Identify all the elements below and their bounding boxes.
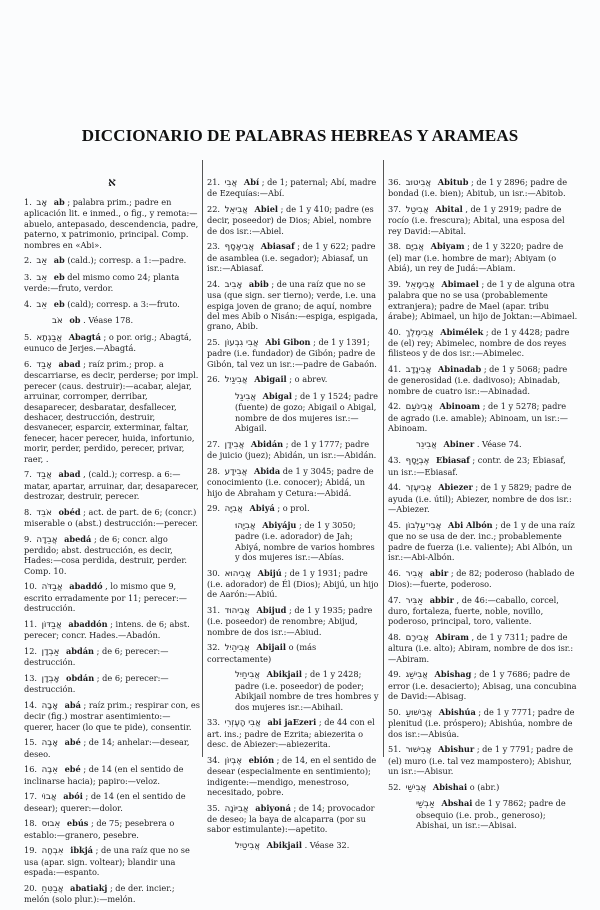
transliteration: ibkjá (70, 845, 93, 856)
transliteration: Abiner (443, 438, 475, 449)
dictionary-entry (388, 744, 578, 776)
entry-number: 50. (388, 706, 402, 717)
hebrew-word: אָבָה (41, 700, 58, 711)
dictionary-entry (24, 359, 200, 464)
entry-number: 7. (24, 469, 32, 480)
hebrew-word: אֲבִיטַל (405, 205, 429, 215)
definition: ; de 1 y 3050; padre (i.e. adorador) de Jah; Abiyá, nombre de varios hombres y dos mujeres isr.:—Abías. (235, 519, 375, 563)
definition: ; de 6; concr. algo perdido; abst. destrucción, es decir, Hades:—cosa perdida, destruir, perder. Comp. 10. (24, 533, 187, 576)
column-divider (202, 160, 203, 757)
hebrew-word: אֲבַדֹּה (41, 582, 63, 593)
hebrew-word: אֲבַטִּחַ (41, 883, 64, 894)
transliteration: Abida (253, 465, 281, 476)
hebrew-word: אֲבִיהַיִל (224, 643, 250, 654)
hebrew-word: אֲבַדּוֹן (41, 619, 62, 630)
entry-number: 37. (388, 204, 402, 214)
entry-number: 45. (388, 519, 402, 530)
transliteration: eb (53, 271, 65, 282)
hebrew-word: אֲבַד (36, 470, 52, 481)
transliteration: abad (58, 469, 81, 480)
entry-number: 6. (24, 359, 32, 369)
transliteration: ab (53, 255, 65, 266)
entry-number: 52. (388, 781, 402, 792)
transliteration: Abiel (254, 204, 279, 214)
transliteration: abaddón (68, 618, 108, 629)
transliteration: Abinoam (439, 401, 481, 412)
entry-number: 9. (24, 533, 32, 544)
page-title: DICCIONARIO DE PALABRAS HEBREAS Y ARAMEAS (81, 126, 519, 145)
definition: ; de 1 y 1777; padre de juicio (juez); Abidán, un isr.:—Abidán. (207, 438, 377, 461)
entry-number: 33. (207, 717, 221, 728)
dictionary-entry (24, 581, 200, 613)
entry-number: 30. (207, 567, 221, 578)
dictionary-entry (388, 204, 578, 236)
entry-number: 32. (207, 642, 221, 653)
dictionary-entry (388, 798, 578, 830)
dictionary-entry (388, 455, 578, 477)
definition: ; de 14; provocador de deseo; la baya de alcaparra (por su sabor estimulante):—apetito. (207, 802, 375, 835)
dictionary-entry (24, 332, 200, 354)
transliteration: ebión (248, 754, 275, 765)
definition: ; de 1 y 4428; padre de (el) rey; Abimelec, nombre de dos reyes filisteos y de dos isr.:—Abimelec. (388, 326, 570, 359)
dictionary-entry (24, 197, 200, 250)
dictionary-entry (388, 401, 578, 433)
entry-number: 5. (24, 332, 32, 342)
definition: . Véase 178. (83, 315, 134, 326)
dictionary-entry (24, 845, 200, 877)
hebrew-word: אֲבִימֶלֶךְ (405, 327, 434, 338)
definition: ; raíz prim.; respirar con, es decir (fig.) mostrar asentimiento:—querer, hacer (lo que te pide), consentir. (24, 699, 200, 732)
entry-number: 51. (388, 744, 402, 755)
definition: ; de 44 con el art. ins.; padre de Ezrita; abiezerita o desc. de Abiezer:—abiezerita. (207, 717, 375, 750)
dictionary-entry (24, 619, 200, 641)
transliteration: Abagtá (68, 332, 101, 342)
hebrew-word: אֵב (36, 272, 48, 283)
dictionary-entry (207, 669, 379, 712)
hebrew-word: אֲבִי (224, 178, 238, 188)
transliteration: Abishai (432, 781, 468, 792)
dictionary-entry (207, 177, 379, 199)
definition: ; de 1 y de una raíz que no se usa de der. inc.; probablemente padre de fuerza (i.e. valiente); Abi Albón, un isr.:—Abi-Albón. (388, 519, 575, 563)
definition: (cald.); corresp. a 1:—padre. (67, 255, 187, 266)
transliteration: ebé (64, 764, 81, 775)
dictionary-entry (24, 764, 200, 786)
transliteration: abad (58, 359, 81, 369)
hebrew-word: אֲבִידָן (224, 439, 245, 450)
hebrew-word: אֲבִיהוּא (224, 568, 251, 579)
entry-number: 19. (24, 845, 38, 856)
entry-number: 42. (388, 401, 402, 412)
dictionary-entry (24, 883, 200, 905)
definition: ; de 6; perecer:—destrucción. (24, 672, 169, 695)
hebrew-word: אֹב (52, 316, 63, 327)
transliteration: abdán (66, 645, 95, 656)
dictionary-entry (388, 279, 578, 322)
dictionary-entry (207, 241, 379, 273)
dictionary-entry (207, 642, 379, 664)
hebrew-word: אֲבַגְתָא (36, 333, 63, 343)
dictionary-entry (388, 669, 578, 701)
hebrew-word: אֲבִיָּה (224, 504, 243, 515)
transliteration: Abiyá (249, 503, 275, 514)
transliteration: Abidán (250, 438, 284, 449)
transliteration: abaddó (69, 581, 103, 592)
dictionary-entry (388, 482, 578, 514)
hebrew-word: אֵבֶה (41, 765, 58, 776)
hebrew-word: אֶבְיָסָף (405, 456, 430, 467)
transliteration: abedá (64, 533, 92, 544)
dictionary-entry (24, 818, 200, 840)
hebrew-word: אֲבִישַׁג (405, 670, 428, 681)
transliteration: eb (53, 298, 65, 309)
hebrew-word: אֲבִיר (405, 568, 424, 579)
dictionary-entry (388, 439, 578, 450)
definition: ; de 14; anhelar:—desear, deseo. (24, 737, 190, 759)
entry-number: 29. (207, 503, 221, 514)
dictionary-entry (24, 255, 200, 266)
definition: ; de 1 y 1931; padre (i.e. adorador) de Él (Dios); Abijú, un hijo de Aarón:—Abiú. (207, 567, 379, 600)
hebrew-word: אֲבוֹי (41, 792, 57, 803)
hebrew-word: אַבְשַׁי (416, 799, 435, 810)
definition: ; de 1 y 5278; padre de agrado (i.e. amable); Abinoam, un isr.:—Abinoam. (388, 401, 568, 434)
transliteration: Abijail (256, 642, 286, 653)
transliteration: Abiasaf (260, 241, 295, 252)
dictionary-entry (207, 503, 379, 514)
hebrew-word: אֲבִישׁוּר (405, 745, 432, 756)
hebrew-word: אָבִיב (224, 279, 243, 290)
definition: ; de 1 y 622; padre de asamblea (i.e. segador); Abiasaf, un isr.:—Abiasaf. (207, 241, 376, 274)
definition: , de 1 y 2919; padre de rocío (i.e. frescura); Abital, una esposa del rey David:—Abital. (388, 204, 565, 236)
definition: ; de der. incier.; melón (solo plur.):—melón. (24, 882, 175, 905)
dictionary-entry (388, 632, 578, 664)
entry-list (388, 177, 578, 831)
transliteration: Abí (243, 177, 260, 187)
transliteration: Abijud (256, 605, 287, 616)
hebrew-word: אֲבִיָּהוּ (235, 520, 256, 531)
transliteration: Abiyam (430, 241, 465, 252)
column-1 (24, 177, 200, 910)
entry-number: 8. (24, 506, 32, 517)
definition: ; o prol. (277, 503, 310, 514)
definition: ; de 1 y de alguna otra palabra que no se usa (probablemente extranjera); padre de Mael (apar. tribu árabe); Abimael, un hijo de Joktan:—Abimael. (388, 278, 578, 322)
hebrew-word: אֵב (36, 299, 48, 310)
column-divider (383, 160, 384, 757)
transliteration: Abiram (435, 632, 469, 643)
dictionary-entry (24, 534, 200, 577)
entry-number: 26. (207, 374, 221, 385)
definition: de 1 y 3045; padre de conocimiento (i.e. conocer); Abidá, un hijo de Abraham y Cetura:—Abidá. (207, 465, 374, 498)
hebrew-word: אֲבִימָאֵל (405, 279, 435, 290)
dictionary-entry (207, 466, 379, 498)
dictionary-entry (24, 700, 200, 732)
entry-number: 49. (388, 669, 402, 680)
entry-number: 11. (24, 618, 38, 629)
column-3 (388, 177, 578, 836)
dictionary-entry (388, 327, 578, 359)
hebrew-word: אֲבִישַׁי (405, 782, 427, 793)
definition: de 1 y 7862; padre de obsequio (i.e. prob., generoso); Abishai, un isr.:—Abisai. (416, 798, 566, 831)
transliteration: Abital (435, 204, 463, 214)
dictionary-entry (388, 241, 578, 273)
definition: , de 1 y 7311; padre de altura (i.e. alto); Abiram, nombre de dos isr.:—Abiram. (388, 632, 574, 664)
entry-number: 44. (388, 482, 402, 493)
entry-number: 24. (207, 278, 221, 289)
entry-number: 25. (207, 337, 221, 348)
dictionary-entry (207, 204, 379, 236)
entry-number: 20. (24, 882, 38, 893)
transliteration: Abijú (257, 567, 282, 578)
transliteration: Abimélek (440, 326, 484, 337)
definition: , (cald.); corresp. a 6:—matar, apartar, arruinar, dar, desaparecer, destrozar, destruir, perecer. (24, 469, 199, 502)
hebrew-word: אַב (36, 256, 48, 267)
transliteration: abói (63, 791, 83, 802)
hebrew-word: אֲבִישׁוּעַ (405, 707, 433, 718)
entry-number: 17. (24, 791, 38, 802)
transliteration: Abikjail (266, 669, 303, 680)
transliteration: Abitub (437, 177, 469, 187)
transliteration: Abishag (434, 669, 472, 680)
entry-number: 16. (24, 764, 38, 775)
definition: ; de 1 y 2896; padre de bondad (i.e. bien); Abitub, un isr.:—Abitob. (388, 177, 568, 199)
definition: ; de 1 y 7771; padre de plenitud (i.e. próspero); Abishúa, nombre de dos isr.:—Abisúa. (388, 706, 575, 739)
transliteration: Abishur (438, 744, 475, 755)
dictionary-entry (388, 364, 578, 396)
hebrew-word: אֶבְיוֹן (224, 755, 242, 766)
transliteration: obdán (66, 672, 95, 683)
transliteration: abbir (429, 594, 454, 605)
hebrew-word: אֲבִיגַיִל (224, 375, 248, 386)
dictionary-entry (388, 177, 578, 199)
dictionary-entry (207, 374, 379, 385)
definition: ; palabra prim.; padre en aplicación lit. e inmed., o fig., y remota:—abuelo, antepasado, descendencia, padre, paterno, x patrimonio, principal. Comp. nombres en «Abi». (24, 197, 199, 250)
dictionary-entry (388, 782, 578, 793)
definition: ; o abrev. (289, 374, 328, 385)
dictionary-entry (207, 717, 379, 749)
transliteration: Abshai (441, 798, 473, 809)
definition: ; de 1 y 7791; padre de (el) muro (i.e. tal vez mampostero); Abishur, un isr.:—Abisur. (388, 744, 573, 777)
entry-number: 10. (24, 581, 38, 592)
entry-number: 38. (388, 241, 402, 252)
transliteration: obéd (58, 506, 81, 517)
entry-number: 43. (388, 455, 402, 466)
transliteration: abé (64, 737, 81, 748)
dictionary-entry (388, 707, 578, 739)
definition: ; de una raíz que no se usa (apar. sign. voltear); blandir una espada:—espanto. (24, 845, 190, 878)
definition: ; de 1 y 1391; padre (i.e. fundador) de Gibón; padre de Gibón, tal vez un isr.:—padre de Gabaón. (207, 337, 377, 369)
hebrew-word: אִבְחָה (41, 846, 64, 857)
definition: ; de una raíz que no se usa (que sign. ser tierno); verde, i.e. una espiga joven de grano; de aquí, nombre del mes Abib o Nisán:—espiga, espigada, grano, Abib. (207, 278, 378, 332)
dictionary-entry (24, 272, 200, 294)
transliteration: abib (248, 278, 269, 289)
definition: , de 46:—caballo, corcel, duro, fortaleza, fuerte, noble, novillo, poderoso, principal, toro, valiente. (388, 594, 559, 627)
definition: ; de 1 y 410; padre (es decir, poseedor) de Dios; Abiel, nombre de dos isr.:—Abiel. (207, 204, 374, 236)
entry-number: 34. (207, 754, 221, 765)
definition: ; de 1 y 7686; padre de error (i.e. desacierto); Abisag, una concubina de David:—Abisag. (388, 669, 577, 702)
entry-number: 23. (207, 241, 221, 252)
definition: ; act. de part. de 6; (concr.) miserable o (abst.) destrucción:—perecer. (24, 506, 198, 529)
definition: ; de 1 y 1935; padre (i.e. poseedor) de renombre; Abijud, nombre de dos isr.:—Abiud. (207, 605, 373, 637)
entry-number: 18. (24, 818, 38, 829)
hebrew-word: אֲבִיהוּד (224, 606, 250, 617)
dictionary-entry (207, 439, 379, 461)
hebrew-word: אַבִּיר (405, 595, 424, 606)
entry-number: 3. (24, 271, 32, 282)
transliteration: Abi Albón (448, 519, 493, 530)
dictionary-entry (207, 520, 379, 563)
hebrew-word: אֲבִיעֶזֶר (405, 483, 432, 494)
hebrew-word: אֵבוּס (41, 819, 61, 830)
transliteration: Abigail (254, 374, 287, 385)
dictionary-entry (207, 803, 379, 835)
hebrew-word: אֲבִיָּם (405, 242, 424, 253)
definition: ; de 1 y 5829; padre de ayuda (i.e. útil); Abiezer, nombre de dos isr.:—Abiezer. (388, 482, 572, 515)
transliteration: Ebiasaf (435, 455, 470, 466)
dictionary-entry (388, 520, 578, 563)
definition: o (más correctamente) (207, 642, 317, 664)
definition: ; de 82; poderoso (hablado de Dios):—fuerte, poderoso. (388, 567, 575, 590)
definition: . Véase 74. (476, 438, 522, 449)
dictionary-entry (24, 469, 200, 501)
hebrew-word: אֲבִינָדָב (405, 365, 432, 376)
transliteration: Abishúa (438, 706, 476, 717)
hebrew-word: אַבְדָן (41, 646, 60, 657)
transliteration: Abi Gibon (265, 337, 311, 348)
entry-list (24, 197, 200, 905)
hebrew-word: אֲבִינֹעַם (405, 402, 433, 413)
dictionary-entry (207, 391, 379, 434)
hebrew-word: אֲבִי־עַלְבוֹן (405, 520, 442, 531)
definition: ; de 1 y 2428; padre (i.e. poseedor) de poder; Abikjail nombre de tres hombres y dos mujeres isr.:—Abihail. (235, 669, 379, 712)
dictionary-entry (388, 595, 578, 627)
entry-number: 41. (388, 364, 402, 375)
entry-number: 39. (388, 278, 402, 289)
hebrew-word: אֲבִיטוּב (405, 178, 432, 188)
entry-number: 12. (24, 645, 38, 656)
hebrew-word: אֲבִירָם (405, 633, 429, 644)
transliteration: Abigal (262, 391, 292, 402)
column-2 (207, 177, 379, 857)
definition: , lo mismo que 9, escrito erradamente por 11; perecer:—destrucción. (24, 581, 187, 614)
transliteration: Abinadab (438, 364, 482, 375)
entry-list (207, 177, 379, 851)
hebrew-word: אֲבִיטַיִל (235, 840, 261, 851)
transliteration: abá (64, 699, 81, 710)
section-letter-heading: א (108, 175, 116, 189)
transliteration: abiyoná (255, 802, 291, 813)
definition: ; de 1 y 3220; padre de (el) mar (i.e. hombre de mar); Abiyam (o Abiá), un rey de Judá:—Abiam. (388, 241, 564, 274)
entry-number: 21. (207, 177, 221, 187)
dictionary-entry (207, 337, 379, 369)
hebrew-word: אָבְדָן (41, 673, 60, 684)
dictionary-entry (24, 507, 200, 529)
entry-number: 28. (207, 465, 221, 476)
definition: ; de 14 (en el sentido de desear); querer:—dolor. (24, 791, 186, 813)
definition: ; de 1 y 5068; padre de generosidad (i.e. dadivoso); Abinadab, nombre de cuatro isr.:—Abinadad. (388, 364, 568, 396)
transliteration: abatiakj (70, 882, 108, 893)
hebrew-word: אָב (36, 198, 48, 208)
transliteration: abi jaEzeri (267, 717, 317, 728)
hebrew-word: אָבַד (36, 360, 52, 370)
transliteration: ab (53, 197, 65, 207)
entry-number: 13. (24, 672, 38, 683)
dictionary-entry (388, 568, 578, 590)
entry-number: 14. (24, 699, 38, 710)
hebrew-word: אָבֶה (41, 738, 58, 749)
entry-number: 40. (388, 326, 402, 337)
transliteration: Abimael (441, 278, 479, 289)
dictionary-entry (207, 840, 379, 851)
definition: ; de 14, en el sentido de desear (especialmente en sentimiento); indigente:—mendigo, menestroso, necesitado, pobre. (207, 754, 377, 797)
dictionary-entry (24, 299, 200, 310)
hebrew-word: אֲבִי גִבְעוֹן (224, 338, 259, 349)
entry-number: 47. (388, 594, 402, 605)
entry-number: 1. (24, 197, 32, 207)
definition: (cald); corresp. a 3:—fruto. (67, 298, 180, 309)
transliteration: Abiyáju (262, 519, 297, 530)
definition: del mismo como 24; planta verde:—fruto, verdor. (24, 271, 180, 294)
entry-number: 35. (207, 802, 221, 813)
dictionary-entry (24, 737, 200, 759)
hebrew-word: אֲבִיאָסָף (224, 242, 255, 253)
transliteration: Abiezer (438, 482, 473, 493)
dictionary-entry (207, 605, 379, 637)
entry-number: 4. (24, 298, 32, 309)
definition: o (abr.) (469, 781, 500, 792)
dictionary-entry (24, 646, 200, 668)
hebrew-word: אֲבִיגַל (235, 392, 257, 403)
entry-number: 2. (24, 255, 32, 266)
entry-number: 22. (207, 204, 221, 214)
hebrew-word: אֲבִיאֵל (224, 205, 248, 215)
hebrew-word: אֲבִיחַיִל (235, 670, 261, 681)
hebrew-word: אֲבִידָע (224, 466, 248, 477)
definition: ; de 14 (en el sentido de inclinarse hacia); papiro:—veloz. (24, 764, 184, 786)
hebrew-word: אֲבֵדָה (36, 534, 58, 545)
entry-number: 27. (207, 438, 221, 449)
entry-number: 36. (388, 177, 402, 187)
entry-number: 48. (388, 632, 402, 643)
entry-number: 31. (207, 605, 221, 616)
definition: ; de 75; pesebrera o establo:—granero, pesebre. (24, 818, 175, 840)
transliteration: abir (429, 567, 449, 578)
hebrew-word: אֲבִינֵר (416, 439, 437, 450)
dictionary-entry (24, 315, 200, 326)
definition: ; intens. de 6; abst. perecer; concr. Hades.—Abadón. (24, 618, 190, 641)
definition: ; raíz prim.; prop. a descarriarse, es decir, perderse; por impl. perecer (caus. destruir):—acabar, alejar, arruinar, corromper, derribar, desaparecer, desbaratar, desfallecer, deshacer, destrucción, destruir, desvanecer, esparcir, exterminar, faltar, fenecer, hacer perecer, huida, infortunio, morir, perder, perdido, perecer, privar, raer, . (24, 359, 199, 464)
entry-number: 15. (24, 737, 38, 748)
definition: ; o por. orig.; Abagtá, eunuco de Jerjes.—Abagtá. (24, 332, 192, 354)
dictionary-entry (24, 673, 200, 695)
definition: . Véase 32. (304, 839, 350, 850)
hebrew-word: אֹבֵד (36, 507, 52, 518)
transliteration: ebús (66, 818, 89, 829)
transliteration: ob (69, 315, 81, 326)
entry-number: 46. (388, 567, 402, 578)
definition: ; de 6; perecer:—destrucción. (24, 645, 169, 668)
definition: ; contr. de 23; Ebiasaf, un isr.:—Ebiasaf. (388, 455, 566, 477)
definition: ; de 1 y 1524; padre (fuente) de gozo; Abigail o Abigal, nombre de dos mujeres isr.:—Abigail. (235, 391, 379, 434)
dictionary-entry (207, 279, 379, 332)
dictionary-entry (207, 755, 379, 798)
transliteration: Abikjail (266, 839, 302, 850)
hebrew-word: אֲבִיּוֹנָה (224, 803, 249, 814)
definition: ; de 1; paternal; Abí, madre de Ezequías:—Abí. (207, 177, 377, 199)
hebrew-word: אֲבִי הָעֶזְרִי (224, 718, 261, 729)
dictionary-entry (207, 568, 379, 600)
